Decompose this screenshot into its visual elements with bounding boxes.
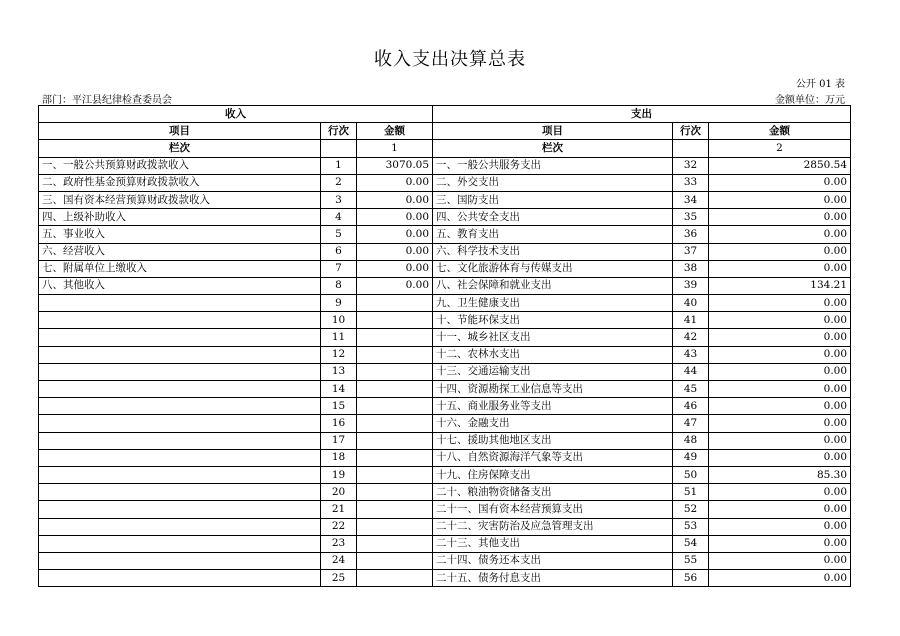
income-amount-cell xyxy=(357,363,433,380)
expense-amount-cell: 134.21 xyxy=(709,277,851,294)
expense-item-cell: 二十四、债务还本支出 xyxy=(433,552,673,569)
income-amount-cell: 0.00 xyxy=(357,260,433,277)
income-column-no-blank xyxy=(321,140,357,157)
income-item-cell xyxy=(39,570,321,587)
table-row xyxy=(39,346,851,363)
expense-rowno-cell: 48 xyxy=(673,432,709,449)
expense-rowno-cell: 39 xyxy=(673,277,709,294)
table-row xyxy=(39,191,851,208)
income-item-cell xyxy=(39,518,321,535)
expense-rowno-cell: 34 xyxy=(673,191,709,208)
table-row xyxy=(39,260,851,277)
expense-rowno-cell: 52 xyxy=(673,501,709,518)
table-row xyxy=(39,312,851,329)
table-row xyxy=(39,243,851,260)
expense-item-cell: 四、公共安全支出 xyxy=(433,209,673,226)
income-rowno-cell: 11 xyxy=(321,329,357,346)
income-rowno-cell: 1 xyxy=(321,157,357,174)
expense-amount-header: 金额 xyxy=(709,123,851,140)
income-amount-cell xyxy=(357,329,433,346)
income-amount-cell xyxy=(357,484,433,501)
income-amount-cell xyxy=(357,552,433,569)
table-row xyxy=(39,432,851,449)
income-rowno-cell: 25 xyxy=(321,570,357,587)
expense-item-header: 项目 xyxy=(433,123,673,140)
income-amount-cell xyxy=(357,570,433,587)
expense-item-cell: 六、科学技术支出 xyxy=(433,243,673,260)
expense-item-cell: 五、教育支出 xyxy=(433,226,673,243)
expense-amount-cell: 0.00 xyxy=(709,363,851,380)
expense-item-cell: 二、外交支出 xyxy=(433,174,673,191)
income-amount-cell xyxy=(357,312,433,329)
expense-rowno-cell: 42 xyxy=(673,329,709,346)
income-amount-cell: 0.00 xyxy=(357,174,433,191)
expense-rowno-cell: 53 xyxy=(673,518,709,535)
expense-rowno-cell: 49 xyxy=(673,449,709,466)
expense-item-cell: 二十二、灾害防治及应急管理支出 xyxy=(433,518,673,535)
income-rowno-cell: 23 xyxy=(321,535,357,552)
income-item-cell: 七、附属单位上缴收入 xyxy=(39,260,321,277)
table-row xyxy=(39,570,851,587)
header-row-section xyxy=(39,106,851,123)
table-row xyxy=(39,174,851,191)
expense-amount-cell: 0.00 xyxy=(709,295,851,312)
income-rowno-cell: 10 xyxy=(321,312,357,329)
expense-rowno-cell: 54 xyxy=(673,535,709,552)
expense-amount-cell: 0.00 xyxy=(709,518,851,535)
expense-rowno-cell: 46 xyxy=(673,398,709,415)
page-title: 收入支出决算总表 xyxy=(374,49,526,70)
income-expense-table xyxy=(38,105,851,587)
income-amount-cell xyxy=(357,466,433,483)
table-row xyxy=(39,535,851,552)
income-item-cell: 八、其他收入 xyxy=(39,277,321,294)
income-item-header: 项目 xyxy=(39,123,321,140)
expense-amount-cell: 0.00 xyxy=(709,243,851,260)
income-item-cell xyxy=(39,398,321,415)
expense-item-cell: 十二、农林水支出 xyxy=(433,346,673,363)
table-row xyxy=(39,157,851,174)
table-row xyxy=(39,449,851,466)
table-row xyxy=(39,552,851,569)
income-rowno-cell: 7 xyxy=(321,260,357,277)
income-item-cell xyxy=(39,552,321,569)
table-row xyxy=(39,501,851,518)
expense-rowno-cell: 38 xyxy=(673,260,709,277)
expense-rowno-cell: 32 xyxy=(673,157,709,174)
expense-amount-cell: 0.00 xyxy=(709,415,851,432)
income-item-cell xyxy=(39,501,321,518)
income-item-cell xyxy=(39,312,321,329)
expense-amount-cell: 0.00 xyxy=(709,398,851,415)
income-amount-cell xyxy=(357,449,433,466)
income-rowno-cell: 17 xyxy=(321,432,357,449)
income-rowno-cell: 16 xyxy=(321,415,357,432)
expense-rowno-cell: 55 xyxy=(673,552,709,569)
expense-item-cell: 三、国防支出 xyxy=(433,191,673,208)
expense-item-cell: 十、节能环保支出 xyxy=(433,312,673,329)
expense-item-cell: 十四、资源勘探工业信息等支出 xyxy=(433,381,673,398)
expense-rowno-cell: 36 xyxy=(673,226,709,243)
table-row xyxy=(39,329,851,346)
income-amount-cell xyxy=(357,415,433,432)
income-rowno-cell: 9 xyxy=(321,295,357,312)
expense-rowno-cell: 43 xyxy=(673,346,709,363)
expense-item-cell: 二十三、其他支出 xyxy=(433,535,673,552)
expense-amount-cell: 0.00 xyxy=(709,501,851,518)
header-row-columns xyxy=(39,123,851,140)
expense-amount-cell: 0.00 xyxy=(709,552,851,569)
expense-rowno-cell: 37 xyxy=(673,243,709,260)
income-item-cell: 六、经营收入 xyxy=(39,243,321,260)
expense-item-cell: 十三、交通运输支出 xyxy=(433,363,673,380)
income-amount-cell: 0.00 xyxy=(357,243,433,260)
income-item-cell xyxy=(39,535,321,552)
expense-item-cell: 十一、城乡社区支出 xyxy=(433,329,673,346)
expense-column-no-blank xyxy=(673,140,709,157)
income-amount-cell: 0.00 xyxy=(357,191,433,208)
income-rowno-cell: 22 xyxy=(321,518,357,535)
expense-amount-cell: 0.00 xyxy=(709,381,851,398)
expense-amount-cell: 0.00 xyxy=(709,346,851,363)
expense-rowno-cell: 33 xyxy=(673,174,709,191)
table-row xyxy=(39,209,851,226)
income-amount-cell xyxy=(357,346,433,363)
income-rowno-cell: 13 xyxy=(321,363,357,380)
expense-item-cell: 二十一、国有资本经营预算支出 xyxy=(433,501,673,518)
expense-item-cell: 十八、自然资源海洋气象等支出 xyxy=(433,449,673,466)
income-item-cell xyxy=(39,484,321,501)
expense-rowno-cell: 50 xyxy=(673,466,709,483)
expense-column-number: 2 xyxy=(709,140,851,157)
income-item-cell xyxy=(39,329,321,346)
expense-item-cell: 十六、金融支出 xyxy=(433,415,673,432)
income-rowno-cell: 5 xyxy=(321,226,357,243)
income-item-cell xyxy=(39,466,321,483)
expense-rowno-cell: 40 xyxy=(673,295,709,312)
expense-column-no-label: 栏次 xyxy=(433,140,673,157)
expense-amount-cell: 0.00 xyxy=(709,209,851,226)
income-amount-cell xyxy=(357,398,433,415)
expense-amount-cell: 0.00 xyxy=(709,312,851,329)
income-item-cell: 五、事业收入 xyxy=(39,226,321,243)
expense-rowno-header: 行次 xyxy=(673,123,709,140)
income-item-cell xyxy=(39,381,321,398)
income-amount-cell: 3070.05 xyxy=(357,157,433,174)
income-rowno-cell: 14 xyxy=(321,381,357,398)
income-rowno-cell: 2 xyxy=(321,174,357,191)
income-rowno-cell: 19 xyxy=(321,466,357,483)
income-item-cell xyxy=(39,432,321,449)
expense-amount-cell: 85.30 xyxy=(709,466,851,483)
income-column-no-label: 栏次 xyxy=(39,140,321,157)
table-row xyxy=(39,363,851,380)
expense-item-cell: 七、文化旅游体育与传媒支出 xyxy=(433,260,673,277)
income-item-cell xyxy=(39,346,321,363)
expense-rowno-cell: 45 xyxy=(673,381,709,398)
income-amount-cell xyxy=(357,432,433,449)
expense-amount-cell: 0.00 xyxy=(709,449,851,466)
income-item-cell xyxy=(39,449,321,466)
table-row xyxy=(39,415,851,432)
expense-rowno-cell: 44 xyxy=(673,363,709,380)
income-amount-cell: 0.00 xyxy=(357,277,433,294)
income-amount-cell xyxy=(357,501,433,518)
expense-item-cell: 二十、粮油物资储备支出 xyxy=(433,484,673,501)
income-amount-cell xyxy=(357,535,433,552)
expense-rowno-cell: 51 xyxy=(673,484,709,501)
expense-amount-cell: 0.00 xyxy=(709,535,851,552)
income-amount-cell xyxy=(357,295,433,312)
table-row xyxy=(39,277,851,294)
expense-amount-cell: 0.00 xyxy=(709,260,851,277)
header-row-column-numbers xyxy=(39,140,851,157)
income-rowno-cell: 18 xyxy=(321,449,357,466)
income-rowno-cell: 15 xyxy=(321,398,357,415)
income-item-cell: 一、一般公共预算财政拨款收入 xyxy=(39,157,321,174)
income-item-cell xyxy=(39,295,321,312)
expense-item-cell: 十五、商业服务业等支出 xyxy=(433,398,673,415)
expense-rowno-cell: 41 xyxy=(673,312,709,329)
income-rowno-cell: 6 xyxy=(321,243,357,260)
expense-header: 支出 xyxy=(433,106,851,123)
income-item-cell: 二、政府性基金预算财政拨款收入 xyxy=(39,174,321,191)
expense-item-cell: 一、一般公共服务支出 xyxy=(433,157,673,174)
income-rowno-cell: 4 xyxy=(321,209,357,226)
income-rowno-cell: 21 xyxy=(321,501,357,518)
income-rowno-cell: 20 xyxy=(321,484,357,501)
table-row xyxy=(39,381,851,398)
income-amount-header: 金额 xyxy=(357,123,433,140)
expense-item-cell: 八、社会保障和就业支出 xyxy=(433,277,673,294)
income-item-cell: 四、上级补助收入 xyxy=(39,209,321,226)
income-rowno-cell: 12 xyxy=(321,346,357,363)
income-amount-cell xyxy=(357,518,433,535)
income-item-cell xyxy=(39,415,321,432)
expense-amount-cell: 0.00 xyxy=(709,226,851,243)
income-rowno-cell: 3 xyxy=(321,191,357,208)
table-row xyxy=(39,484,851,501)
table-row xyxy=(39,398,851,415)
income-amount-cell xyxy=(357,381,433,398)
income-header: 收入 xyxy=(39,106,433,123)
table-row xyxy=(39,518,851,535)
expense-amount-cell: 0.00 xyxy=(709,329,851,346)
expense-amount-cell: 0.00 xyxy=(709,570,851,587)
income-amount-cell: 0.00 xyxy=(357,209,433,226)
expense-item-cell: 十七、援助其他地区支出 xyxy=(433,432,673,449)
income-amount-cell: 0.00 xyxy=(357,226,433,243)
expense-amount-cell: 0.00 xyxy=(709,191,851,208)
income-rowno-cell: 24 xyxy=(321,552,357,569)
expense-item-cell: 十九、住房保障支出 xyxy=(433,466,673,483)
income-rowno-cell: 8 xyxy=(321,277,357,294)
income-item-cell: 三、国有资本经营预算财政拨款收入 xyxy=(39,191,321,208)
table-row xyxy=(39,466,851,483)
income-item-cell xyxy=(39,363,321,380)
table-row xyxy=(39,226,851,243)
table-row xyxy=(39,295,851,312)
expense-item-cell: 九、卫生健康支出 xyxy=(433,295,673,312)
department-label: 部门：平江县纪律检查委员会 xyxy=(42,95,172,106)
form-number: 公开 01 表 xyxy=(795,79,845,90)
expense-rowno-cell: 47 xyxy=(673,415,709,432)
income-rowno-header: 行次 xyxy=(321,123,357,140)
table-body xyxy=(39,106,851,587)
expense-amount-cell: 0.00 xyxy=(709,432,851,449)
expense-item-cell: 二十五、债务付息支出 xyxy=(433,570,673,587)
expense-amount-cell: 0.00 xyxy=(709,484,851,501)
expense-amount-cell: 2850.54 xyxy=(709,157,851,174)
expense-rowno-cell: 35 xyxy=(673,209,709,226)
expense-amount-cell: 0.00 xyxy=(709,174,851,191)
amount-unit-label: 金额单位：万元 xyxy=(775,95,845,106)
expense-rowno-cell: 56 xyxy=(673,570,709,587)
income-column-number: 1 xyxy=(357,140,433,157)
